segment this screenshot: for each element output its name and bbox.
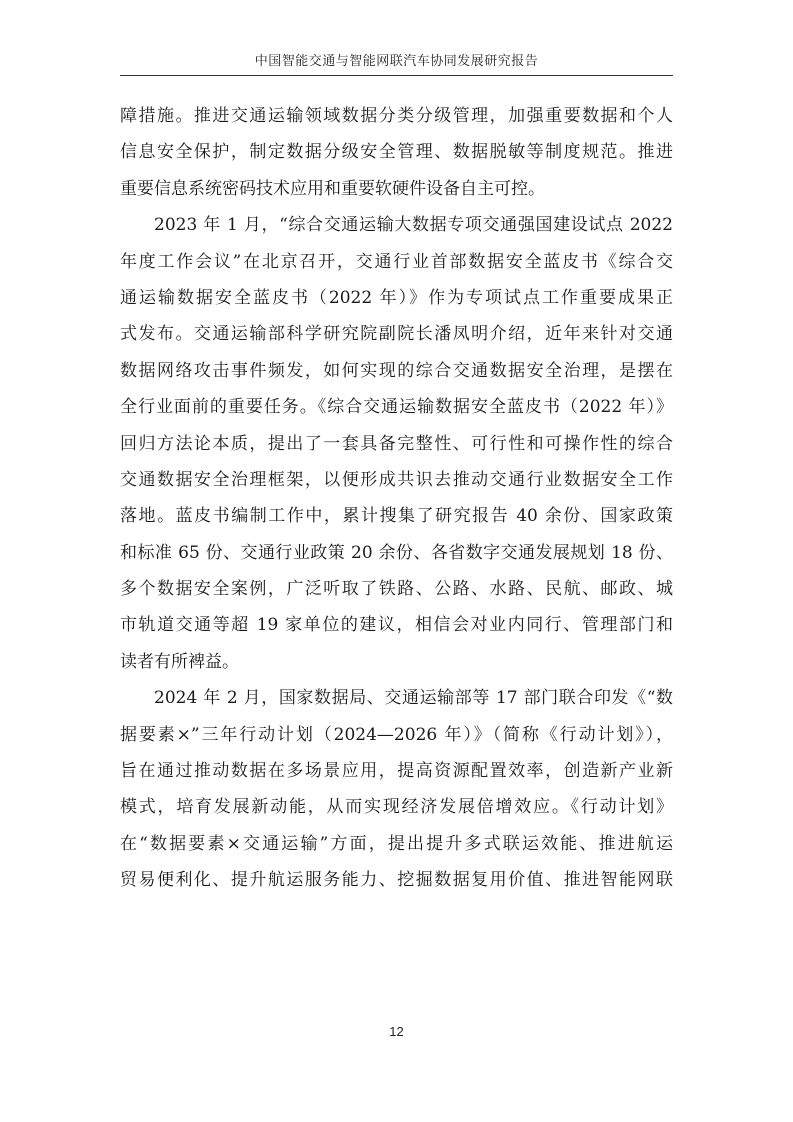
text-line: 2024 年 2 月，国家数据局、交通运输部等 17 部门联合印发《“数 [154,688,673,709]
text-line: 信息安全保护，制定数据分级安全管理、数据脱敏等制度规范。推进 [120,142,673,163]
text-line: 读者有所裨益。 [120,651,239,672]
header-divider [120,75,673,76]
text-line: 多个数据安全案例，广泛听取了铁路、公路、水路、民航、邮政、城 [120,579,673,600]
text-line: 2023 年 1 月，“综合交通运输大数据专项交通强国建设试点 2022 [154,215,673,236]
text-line: 通运输数据安全蓝皮书（2022 年）》作为专项试点工作重要成果正 [120,287,673,308]
text-line: 贸易便利化、提升航运服务能力、挖掘数据复用价值、推进智能网联 [120,870,673,891]
text-line: 数据网络攻击事件频发，如何实现的综合交通数据安全治理，是摆在 [120,360,673,381]
text-line: 据要素×”三年行动计划（2024—2026 年）》（简称《行动计划》）， [120,724,673,745]
running-header: 中国智能交通与智能网联汽车协同发展研究报告 [254,54,539,69]
text-line: 在“数据要素×交通运输”方面，提出提升多式联运效能、推进航运 [120,833,673,854]
text-line: 市轨道交通等超 19 家单位的建议，相信会对业内同行、管理部门和 [120,615,673,636]
text-line: 和标准 65 份、交通行业政策 20 余份、各省数字交通发展规划 18 份、 [120,542,673,563]
text-line: 障措施。推进交通运输领域数据分类分级管理，加强重要数据和个人 [120,106,673,126]
text-line: 落地。蓝皮书编制工作中，累计搜集了研究报告 40 余份、国家政策 [120,506,673,527]
text-line: 旨在通过推动数据在多场景应用，提高资源配置效率，创造新产业新 [120,761,673,782]
text-line: 年度工作会议”在北京召开，交通行业首部数据安全蓝皮书《综合交 [120,251,673,272]
text-line: 式发布。交通运输部科学研究院副院长潘凤明介绍，近年来针对交通 [120,324,673,345]
body-text [120,98,673,899]
text-line: 重要信息系统密码技术应用和重要软硬件设备自主可控。 [120,178,545,199]
text-line: 模式，培育发展新动能，从而实现经济发展倍增效应。《行动计划》 [120,797,673,818]
text-line: 交通数据安全治理框架，以便形成共识去推动交通行业数据安全工作 [120,469,673,490]
text-line: 回归方法论本质，提出了一套具备完整性、可行性和可操作性的综合 [120,433,673,454]
page-number: 12 [389,1024,404,1039]
text-line: 全行业面前的重要任务。《综合交通运输数据安全蓝皮书（2022 年）》 [120,397,673,418]
